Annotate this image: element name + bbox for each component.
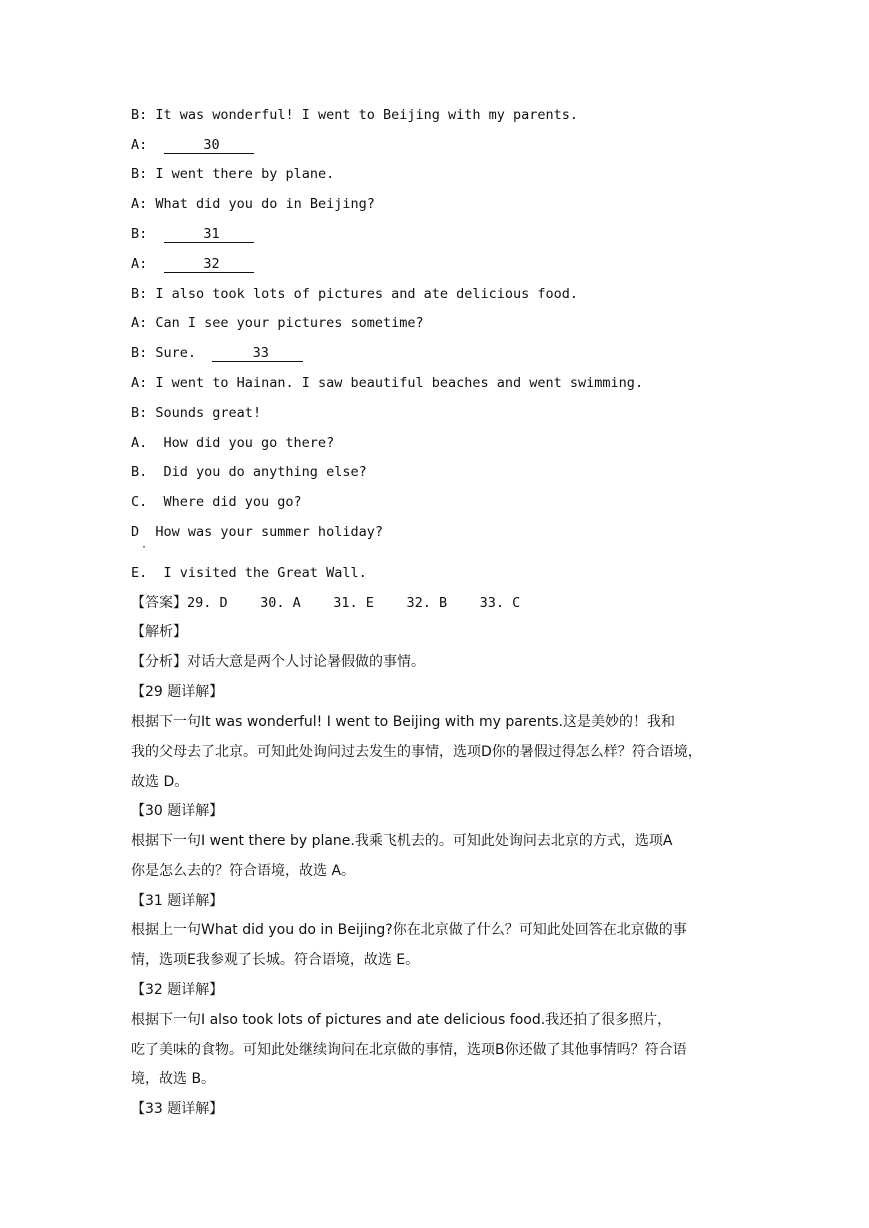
dialogue-line-9 xyxy=(131,344,303,362)
q30-line-1: 根据下一句I went there by plane.我乘飞机去的。可知此处询问去北京的方式，选项A xyxy=(131,833,673,849)
q29-line-3: 故选 D。 xyxy=(131,774,189,790)
speaker-label: B: xyxy=(131,166,148,182)
stray-dot-mark: · xyxy=(141,542,148,553)
q31-line-2: 情，选项E我参观了长城。符合语境，故选 E。 xyxy=(131,952,420,968)
q32-line-1: 根据下一句I also took lots of pictures and ate delicious food.我还拍了很多照片， xyxy=(131,1012,672,1028)
option-c: C. Where did you go? xyxy=(131,494,302,510)
speaker-label: B: xyxy=(131,226,148,242)
speaker-label: B: xyxy=(131,286,148,302)
dialogue-line-5 xyxy=(131,225,254,243)
q32-line-2: 吃了美味的食物。可知此处继续询问在北京做的事情，选项B你还做了其他事情吗？符合语 xyxy=(131,1042,687,1058)
option-b: B. Did you do anything else? xyxy=(131,464,367,480)
q30-line-2: 你是怎么去的？符合语境，故选 A。 xyxy=(131,863,356,879)
q31-line-1: 根据上一句What did you do in Beijing?你在北京做了什么？可知此处回答在北京做的事 xyxy=(131,922,687,938)
answer-blank-32: 32 xyxy=(164,256,254,273)
dialogue-line-11 xyxy=(131,404,261,422)
q29-line-1: 根据下一句It was wonderful! I went to Beijing with my parents.这是美妙的！我和 xyxy=(131,714,675,730)
speaker-label: A: xyxy=(131,375,148,391)
q30-title: 【30 题详解】 xyxy=(131,803,224,819)
dialogue-text: Sure. xyxy=(155,345,197,361)
dialogue-line-10 xyxy=(131,374,643,392)
dialogue-line-1 xyxy=(131,106,578,124)
dialogue-text: Sounds great! xyxy=(155,405,262,421)
speaker-label: A: xyxy=(131,137,148,153)
answer-blank-33: 33 xyxy=(212,345,303,362)
option-d: D How was your summer holiday? xyxy=(131,524,383,540)
dialogue-line-3 xyxy=(131,165,334,183)
q33-title: 【33 题详解】 xyxy=(131,1101,224,1117)
dialogue-text: I went to Hainan. I saw beautiful beaches and went swimming. xyxy=(155,375,644,391)
dialogue-text: I went there by plane. xyxy=(155,166,335,182)
speaker-label: B: xyxy=(131,345,148,361)
speaker-label: A: xyxy=(131,256,148,272)
speaker-label: B: xyxy=(131,405,148,421)
answer-blank-31: 31 xyxy=(164,226,254,243)
speaker-label: B: xyxy=(131,107,148,123)
answer-label: 【答案】 xyxy=(131,595,187,611)
dialogue-text: I also took lots of pictures and ate delicious food. xyxy=(155,286,579,302)
q32-line-3: 境，故选 B。 xyxy=(131,1071,216,1087)
answer-line xyxy=(131,594,520,612)
q29-line-2: 我的父母去了北京。可知此处询问过去发生的事情，选项D你的暑假过得怎么样？符合语境， xyxy=(131,744,702,760)
dialogue-line-7 xyxy=(131,285,578,303)
dialogue-text: What did you do in Beijing? xyxy=(155,196,375,212)
answer-blank-30: 30 xyxy=(164,137,254,154)
dialogue-line-4 xyxy=(131,195,375,213)
analysis-summary: 【分析】对话大意是两个人讨论暑假做的事情。 xyxy=(131,654,425,670)
dialogue-line-8 xyxy=(131,314,424,332)
option-e: E. I visited the Great Wall. xyxy=(131,565,367,581)
speaker-label: A: xyxy=(131,315,148,331)
analysis-heading: 【解析】 xyxy=(131,624,187,640)
q32-title: 【32 题详解】 xyxy=(131,982,224,998)
speaker-label: A: xyxy=(131,196,148,212)
option-a: A. How did you go there? xyxy=(131,435,335,451)
dialogue-line-2 xyxy=(131,136,254,154)
q29-title: 【29 题详解】 xyxy=(131,684,224,700)
dialogue-text: It was wonderful! I went to Beijing with my parents. xyxy=(155,107,579,123)
q31-title: 【31 题详解】 xyxy=(131,893,224,909)
answer-values: 29. D 30. A 31. E 32. B 33. C xyxy=(187,595,521,611)
dialogue-text: Can I see your pictures sometime? xyxy=(155,315,424,331)
dialogue-line-6 xyxy=(131,255,254,273)
